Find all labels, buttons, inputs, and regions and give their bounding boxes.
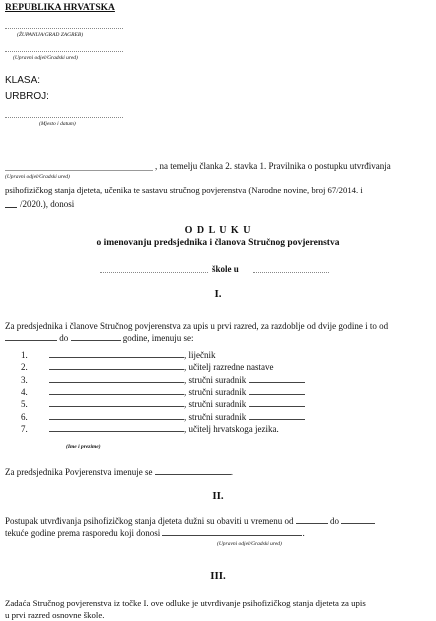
county-line [5,28,123,29]
member-row [21,350,216,362]
county-label: (ŽUPANIJA/GRAD ZAGREB) [17,32,84,38]
member-number: 6. [21,411,28,422]
member-row [21,399,305,411]
school-place-line [253,272,329,273]
member-role: , stručni suradnik [184,411,247,422]
member-number: 4. [21,386,28,397]
member-row [21,362,273,374]
member-role: , stručni suradnik [184,374,247,385]
member-row [21,387,305,399]
section1-text [5,321,433,344]
from-date-blank [5,333,57,341]
section2-line1 [5,516,375,526]
member-number: 3. [21,374,28,385]
republic-title: REPUBLIKA HRVATSKA [5,3,115,13]
period-to-blank [341,516,375,524]
member-name-blank [49,399,184,407]
intro-line3: /2020.), donosi [20,199,75,209]
section1-heading: I. [214,288,222,300]
section1-text-end: godine, imenuju se: [122,332,194,343]
member-extra-blank [249,387,305,395]
section2-line2-text: tekuće godine prema rasporedu koji donosi [5,528,161,538]
member-name-blank [49,375,184,383]
member-row [21,424,279,436]
member-name-blank [49,350,184,358]
member-role: , liječnik [184,350,216,360]
member-name-blank [49,387,184,395]
office-label: (Upravni odjel/Gradski ured) [13,55,78,61]
section2-line2: tekuće godine prema rasporedu koji donosi . [5,528,305,538]
section3-line2: u prvi razred osnovne škole. [5,610,105,620]
member-role: , stručni suradnik [184,399,247,410]
office-line [5,51,123,52]
section2-line1b: do [329,516,339,526]
member-number: 1. [21,350,28,360]
section2-line1a: Postupak utvrđivanja psihofizičkog stanja djeteta dužni su obaviti u vremenu od [5,516,294,526]
section3-heading: III. [210,570,226,582]
member-name-blank [49,424,184,432]
section1-text-mid: do [59,332,69,343]
member-extra-blank [249,399,305,407]
member-extra-blank [249,412,305,420]
period-from-blank [296,516,328,524]
member-number: 7. [21,423,28,434]
decision-title: O D L U K U [184,225,252,236]
member-role: , učitelj hrvatskoga jezika. [184,423,279,434]
member-number: 5. [21,399,28,410]
decision-subtitle: o imenovanju predsjednika i članova Stručnog povjerenstva [96,238,340,248]
place-date-label: (Mjesto i datum) [39,121,76,127]
section1-text-start: Za predsjednika i članove Stručnog povjerenstva za upis u prvi razred, za razdoblje od dvije godine i to od [5,321,389,331]
member-name-blank [49,412,184,420]
klasa-label: KLASA: [5,75,41,86]
section2-office-label: (Upravni odjel/Gradski ured) [217,541,282,547]
intro-office-label: (Upravni odjel/Gradski ured) [5,174,70,180]
intro-line1: , na temelju članka 2. stavka 1. Pravilnika o postupku utvrđivanja [155,161,391,171]
member-number: 2. [21,362,28,373]
year-blank [5,207,17,208]
name-label: (Ime i prezime) [66,444,101,450]
intro-line2: psihofizičkog stanja djeteta, učenika te sastavu stručnog povjerenstva (Narodne novine, broj 67/2014. i [5,185,363,195]
to-date-blank [71,333,121,341]
schedule-office-blank [162,528,302,536]
school-suffix: škole u [212,264,239,274]
member-extra-blank [249,375,305,383]
member-row [21,412,305,424]
president-text: Za predsjednika Povjerenstva imenuje se . [5,467,233,477]
section2-heading: II. [212,490,224,502]
member-role: , učitelj razredne nastave [184,362,274,373]
section3-line1: Zadaća Stručnog povjerenstva iz točke I. ove odluke je utvrđivanje psihofizičkog stanja djeteta za upis [5,598,366,608]
place-date-line [5,117,123,118]
member-role: , stručni suradnik [184,386,247,397]
president-label: Za predsjednika Povjerenstva imenuje se [5,467,153,477]
member-name-blank [49,362,184,370]
president-name-blank [155,467,231,475]
urbroj-label: URBROJ: [5,91,49,102]
school-name-line [100,272,208,273]
member-row [21,375,305,387]
intro-office-line [5,170,153,171]
